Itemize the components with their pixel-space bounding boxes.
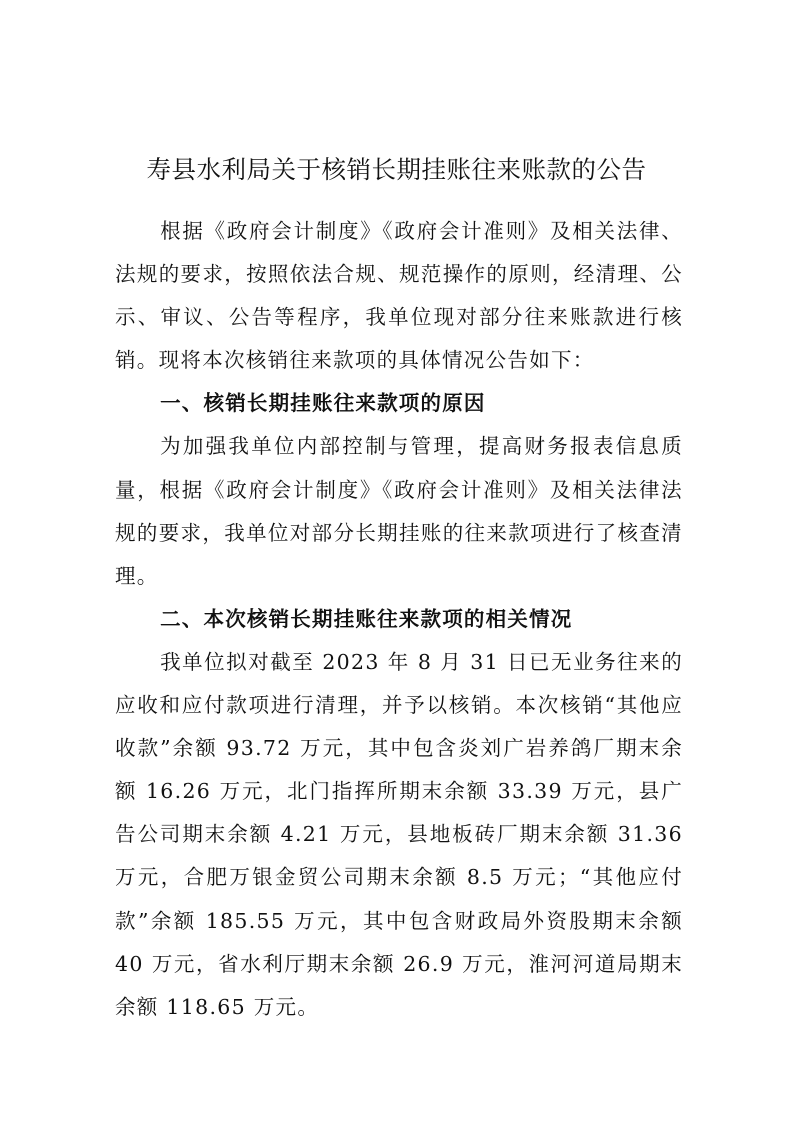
document-title: 寿县水利局关于核销长期挂账往来账款的公告 (146, 155, 647, 185)
section-heading-details: 二、本次核销长期挂账往来款项的相关情况 (160, 606, 573, 631)
intro-paragraph: 根据《政府会计制度》《政府会计准则》及相关法律、法规的要求，按照依法合规、规范操作的原则，经清理、公示、审议、公告等程序，我单位现对部分往来账款进行核销。现将本次核销往来款项的具体情况公告如下： (115, 219, 683, 373)
document-body (115, 210, 683, 1029)
details-paragraph: 我单位拟对截至 2023 年 8 月 31 日已无业务往来的应收和应付款项进行清理，并予以核销。本次核销“其他应收款”余额 93.72 万元，其中包含炎刘广岩养鸽厂期末余额 16.26 万元，北门指挥所期末余额 33.39 万元，县广告公司期末余额 4.21 万元，县地板砖厂期末余额 31.36 万元，合肥万银金贸公司期末余额 8.5 万元；“其他应付款”余额 185.55 万元，其中包含财政局外资股期末余额 40 万元，省水利厅期末余额 26.9 万元，淮河河道局期末余额 118.65 万元。 (115, 649, 683, 1019)
reason-paragraph: 为加强我单位内部控制与管理，提高财务报表信息质量，根据《政府会计制度》《政府会计准则》及相关法律法规的要求，我单位对部分长期挂账的往来款项进行了核查清理。 (115, 434, 683, 588)
section-heading-reason: 一、核销长期挂账往来款项的原因 (160, 391, 486, 416)
